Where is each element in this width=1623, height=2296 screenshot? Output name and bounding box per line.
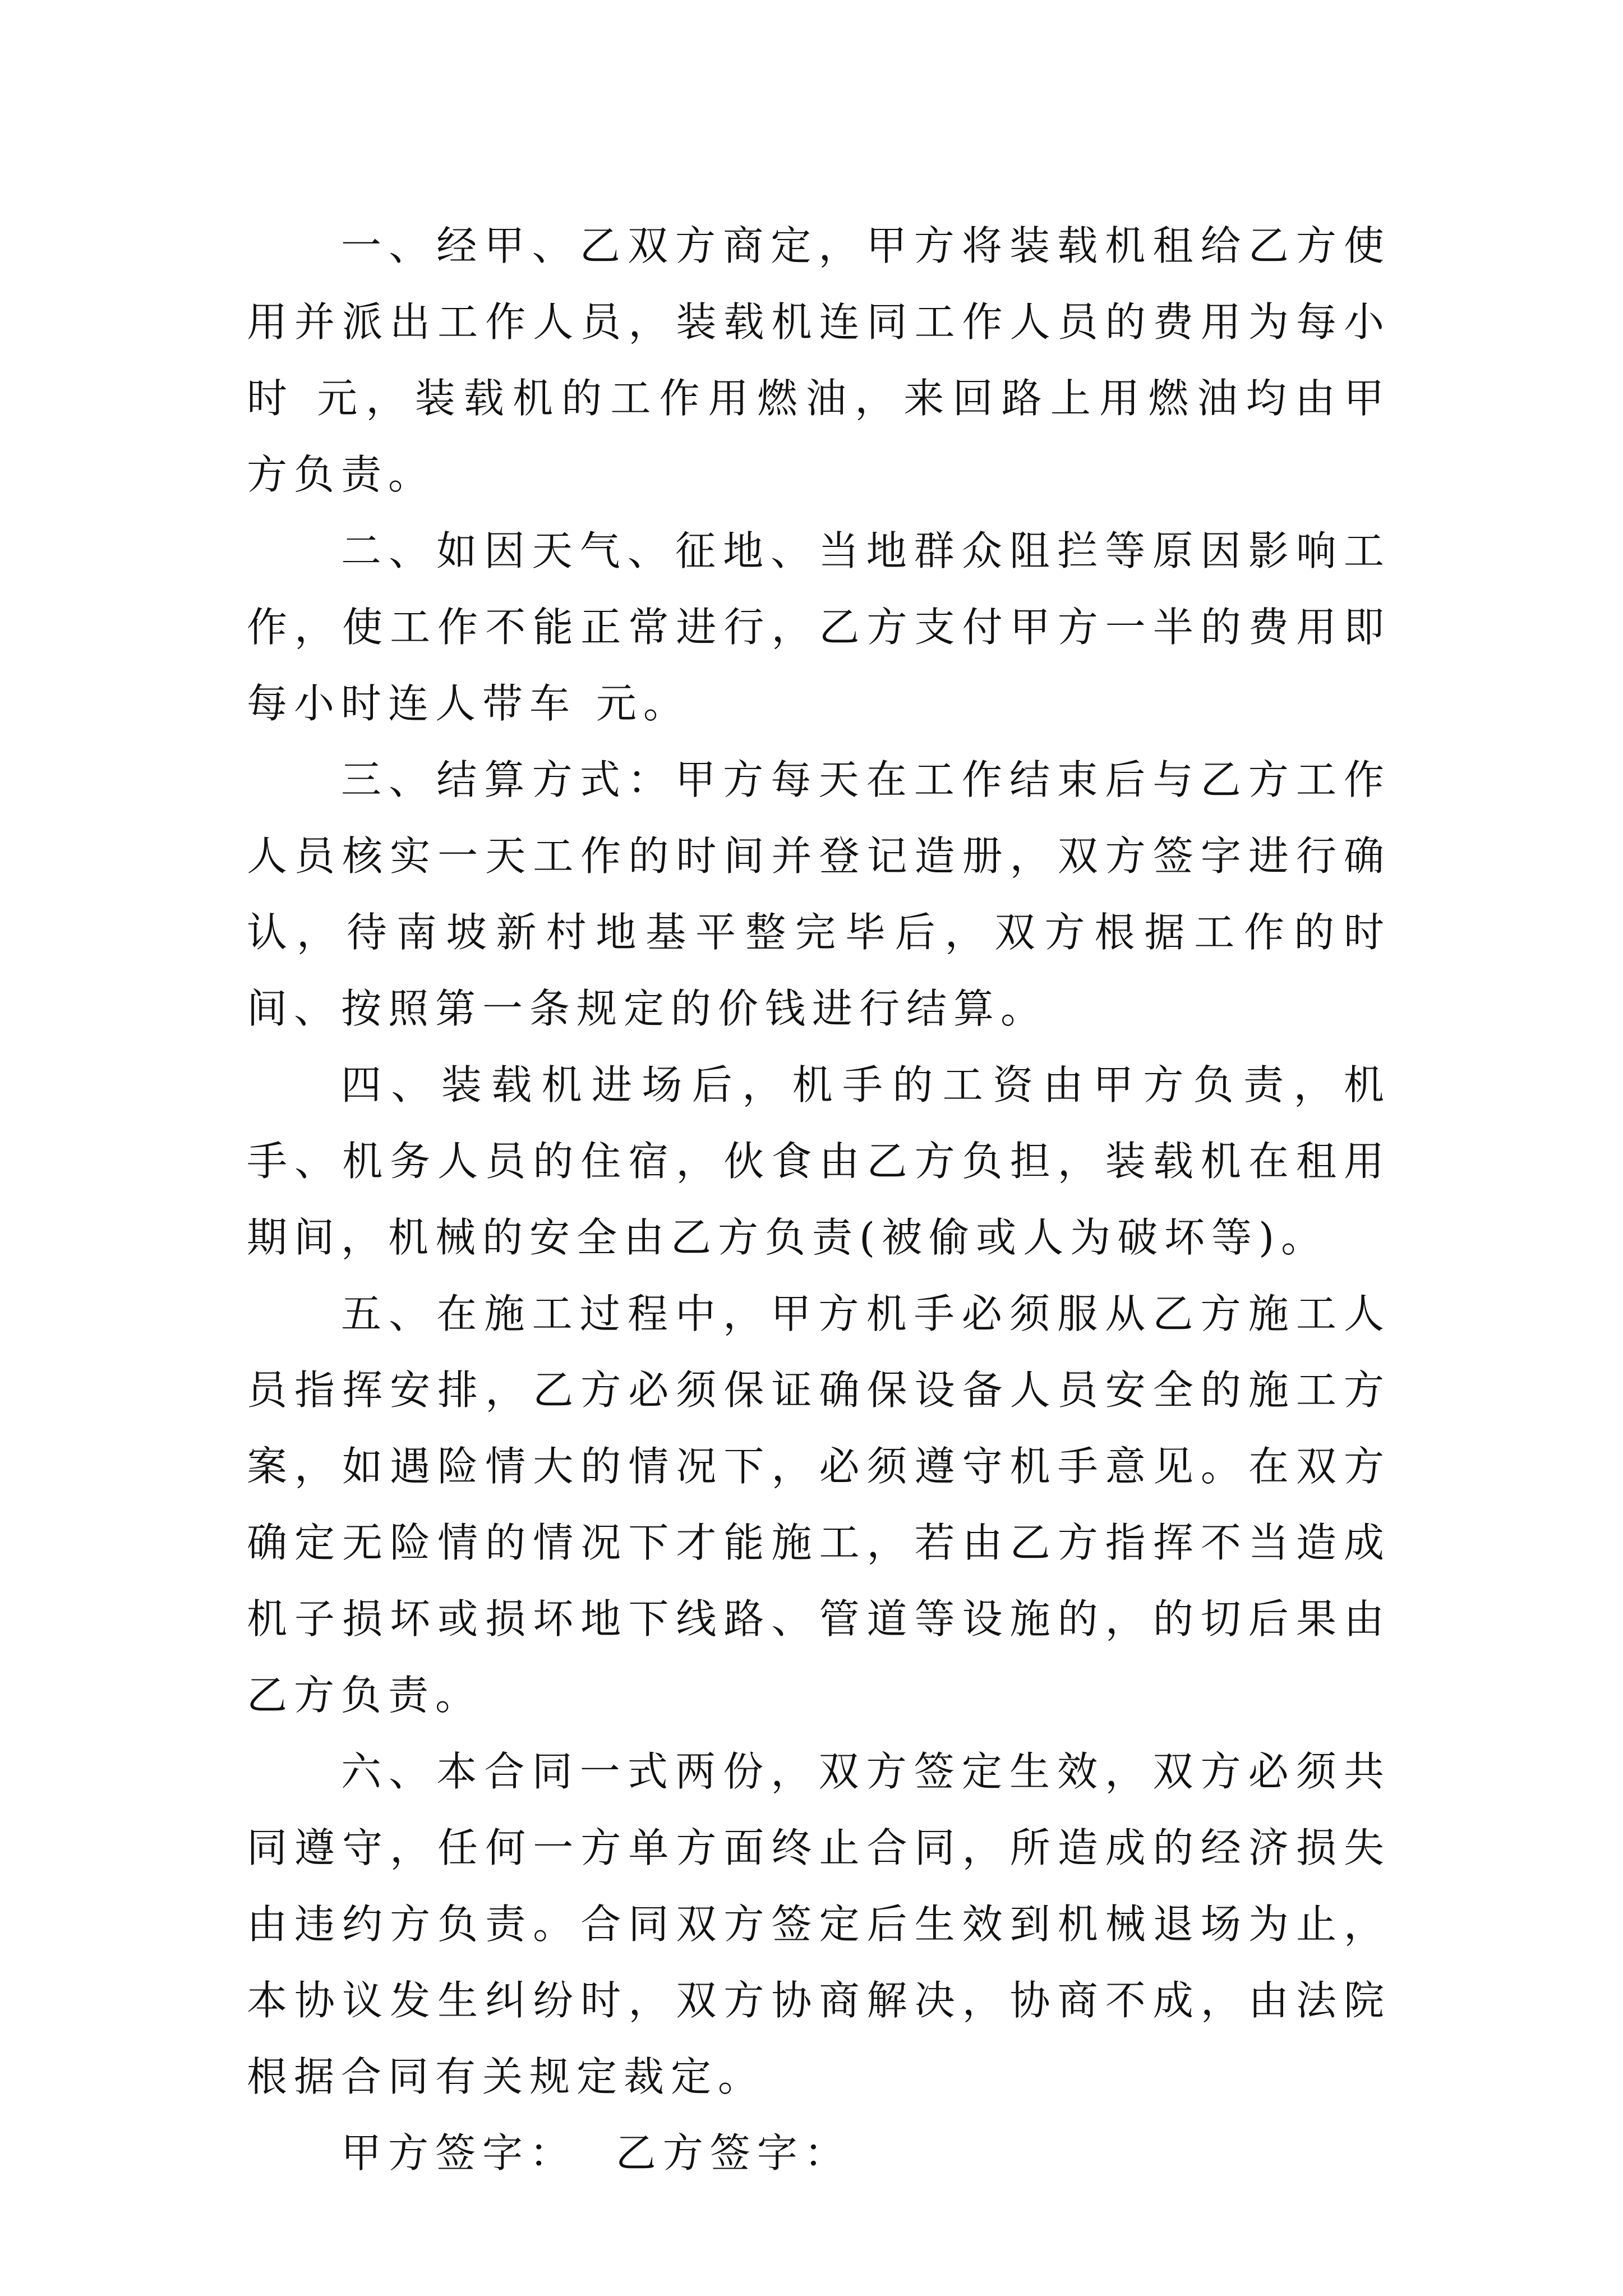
clause-3: 三、结算方式：甲方每天在工作结束后与乙方工作人员核实一天工作的时间并登记造册，双方签字进行确认，待南坡新村地基平整完毕后，双方根据工作的时间、按照第一条规定的价钱进行结算。 bbox=[247, 756, 1391, 1032]
clause-5: 五、在施工过程中，甲方机手必须服从乙方施工人员指挥安排，乙方必须保证确保设备人员安全的施工方案，如遇险情大的情况下，必须遵守机手意见。在双方确定无险情的情况下才能施工，若由乙方指挥不当造成机子损坏或损坏地下线路、管道等设施的，的切后果由乙方负责。 bbox=[247, 1290, 1391, 1719]
clause-6: 六、本合同一式两份，双方签定生效，双方必须共同遵守，任何一方单方面终止合同，所造成的经济损失由违约方负责。合同双方签定后生效到机械退场为止，本协议发生纠纷时，双方协商解决，协商不成，由法院根据合同有关规定裁定。 bbox=[247, 1748, 1391, 2100]
clause-1: 一、经甲、乙双方商定，甲方将装载机租给乙方使用并派出工作人员，装载机连同工作人员的费用为每小时 元，装载机的工作用燃油，来回路上用燃油均由甲方负责。 bbox=[247, 222, 1391, 498]
clause-2: 二、如因天气、征地、当地群众阻拦等原因影响工作，使工作不能正常进行，乙方支付甲方一半的费用即每小时连人带车 元。 bbox=[247, 527, 1391, 727]
party-b-signature-label: 乙方签字： bbox=[615, 2129, 851, 2177]
contract-body bbox=[247, 208, 1391, 2191]
clause-4: 四、装载机进场后，机手的工资由甲方负责，机手、机务人员的住宿，伙食由乙方负担，装载机在租用期间，机械的安全由乙方负责(被偷或人为破坏等)。 bbox=[247, 1061, 1391, 1261]
signature-line bbox=[247, 2115, 1391, 2191]
party-a-signature-label: 甲方签字： bbox=[341, 2129, 577, 2177]
